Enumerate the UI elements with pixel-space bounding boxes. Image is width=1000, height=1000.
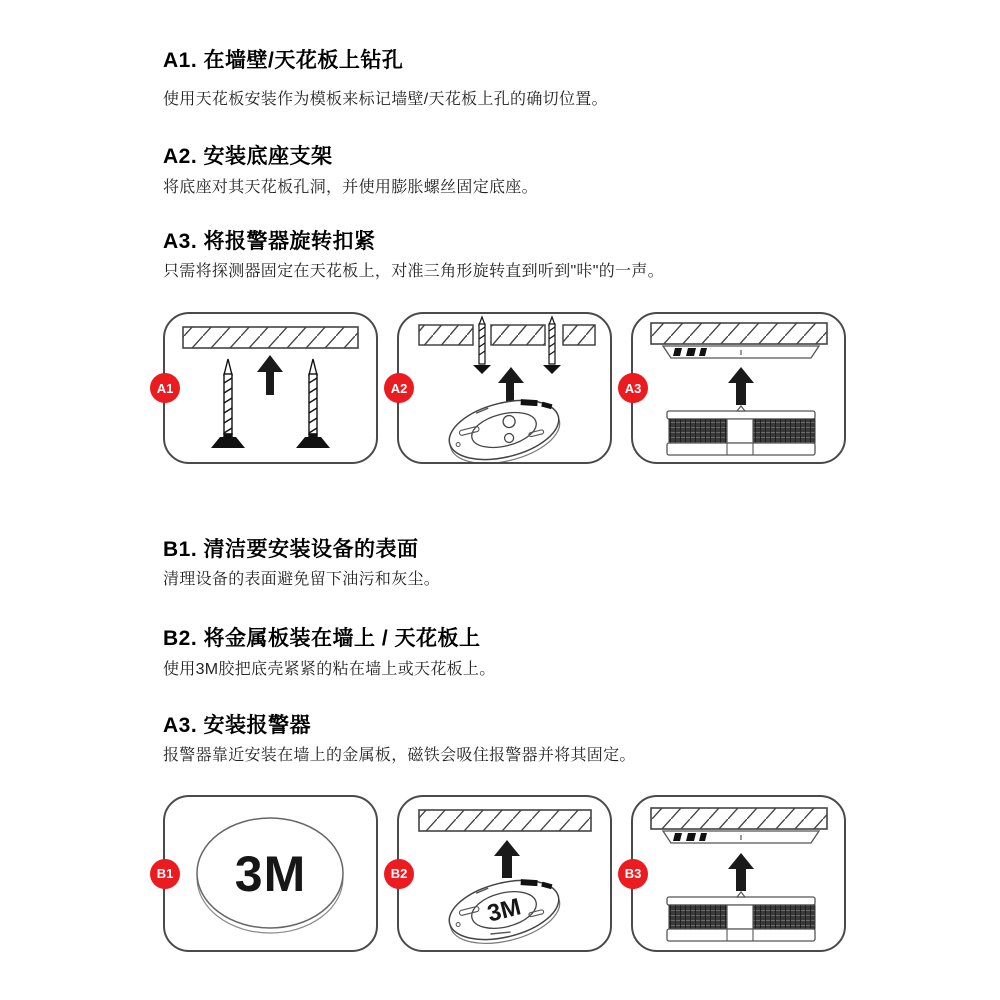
section-b2-title: B2. 将金属板装在墙上 / 天花板上: [163, 627, 481, 650]
section-a1-body: 使用天花板安装作为模板来标记墙壁/天花板上孔的确切位置。: [163, 91, 608, 108]
figure-b3-magnet-attach: [624, 795, 846, 952]
section-a2-title: A2. 安装底座支架: [163, 145, 333, 168]
adhesive-pad-illustration: [165, 797, 376, 950]
section-a1-title: A1. 在墙壁/天花板上钻孔: [163, 49, 404, 72]
section-b2-body: 使用3M胶把底壳紧紧的粘在墙上或天花板上。: [163, 661, 496, 678]
section-b1-body: 清理设备的表面避免留下油污和灰尘。: [163, 571, 441, 588]
step-badge-b3: B3: [618, 859, 648, 889]
step-badge-a2: A2: [384, 373, 414, 403]
section-a3-title: A3. 将报警器旋转扣紧: [163, 230, 376, 253]
mounting-plate-icon: [663, 831, 819, 843]
up-arrow-icon: [498, 367, 524, 405]
figure-row-a: [156, 312, 846, 464]
ceiling-hatch: [651, 808, 827, 829]
drill-holes-illustration: [165, 314, 376, 462]
base-plate-3m-icon: [443, 870, 566, 950]
section-b3-title: A3. 安装报警器: [163, 714, 312, 737]
pad-3m-label: 3M: [234, 845, 307, 902]
stick-plate-illustration: [399, 797, 610, 950]
screw-left-icon: [211, 359, 245, 448]
figure-a2-mount-base: [390, 312, 612, 464]
ceiling-hatch: [491, 325, 545, 345]
ceiling-hatch: [563, 325, 595, 345]
ceiling-hatch: [419, 325, 473, 345]
up-arrow-icon: [257, 355, 283, 395]
screw-right-icon: [296, 359, 330, 448]
mounting-plate-icon: [663, 346, 819, 358]
ceiling-hatch: [183, 327, 358, 348]
figure-b1-adhesive-pad: [156, 795, 378, 952]
figure-row-b: [156, 795, 846, 952]
figure-b2-stick-plate: [390, 795, 612, 952]
section-b3-body: 报警器靠近安装在墙上的金属板，磁铁会吸住报警器并将其固定。: [163, 747, 636, 764]
mount-base-illustration: [399, 314, 610, 462]
figure-a3-twist-lock: [624, 312, 846, 464]
section-a2-body: 将底座对其天花板孔洞，并使用膨胀螺丝固定底座。: [163, 179, 538, 196]
magnet-attach-illustration: [633, 797, 844, 950]
ceiling-hatch: [651, 323, 827, 344]
twist-lock-illustration: [633, 314, 844, 462]
alarm-side-view-icon: [667, 406, 815, 455]
up-arrow-icon: [728, 853, 754, 891]
step-badge-b1: B1: [150, 859, 180, 889]
pad-face: [197, 818, 343, 928]
section-a3-body: 只需将探测器固定在天花板上，对准三角形旋转直到听到"咔"的一声。: [163, 263, 664, 280]
inserted-screw-left-icon: [473, 317, 491, 374]
up-arrow-icon: [728, 367, 754, 405]
ceiling-hatch: [419, 810, 591, 831]
base-plate-icon: [443, 390, 566, 462]
step-badge-a1: A1: [150, 373, 180, 403]
figure-a1-drill-holes: [156, 312, 378, 464]
plate-3m-label: 3M: [484, 893, 524, 928]
section-b1-title: B1. 清洁要安装设备的表面: [163, 538, 419, 561]
alarm-side-view-icon: [667, 892, 815, 941]
step-badge-b2: B2: [384, 859, 414, 889]
step-badge-a3: A3: [618, 373, 648, 403]
up-arrow-icon: [494, 840, 520, 878]
